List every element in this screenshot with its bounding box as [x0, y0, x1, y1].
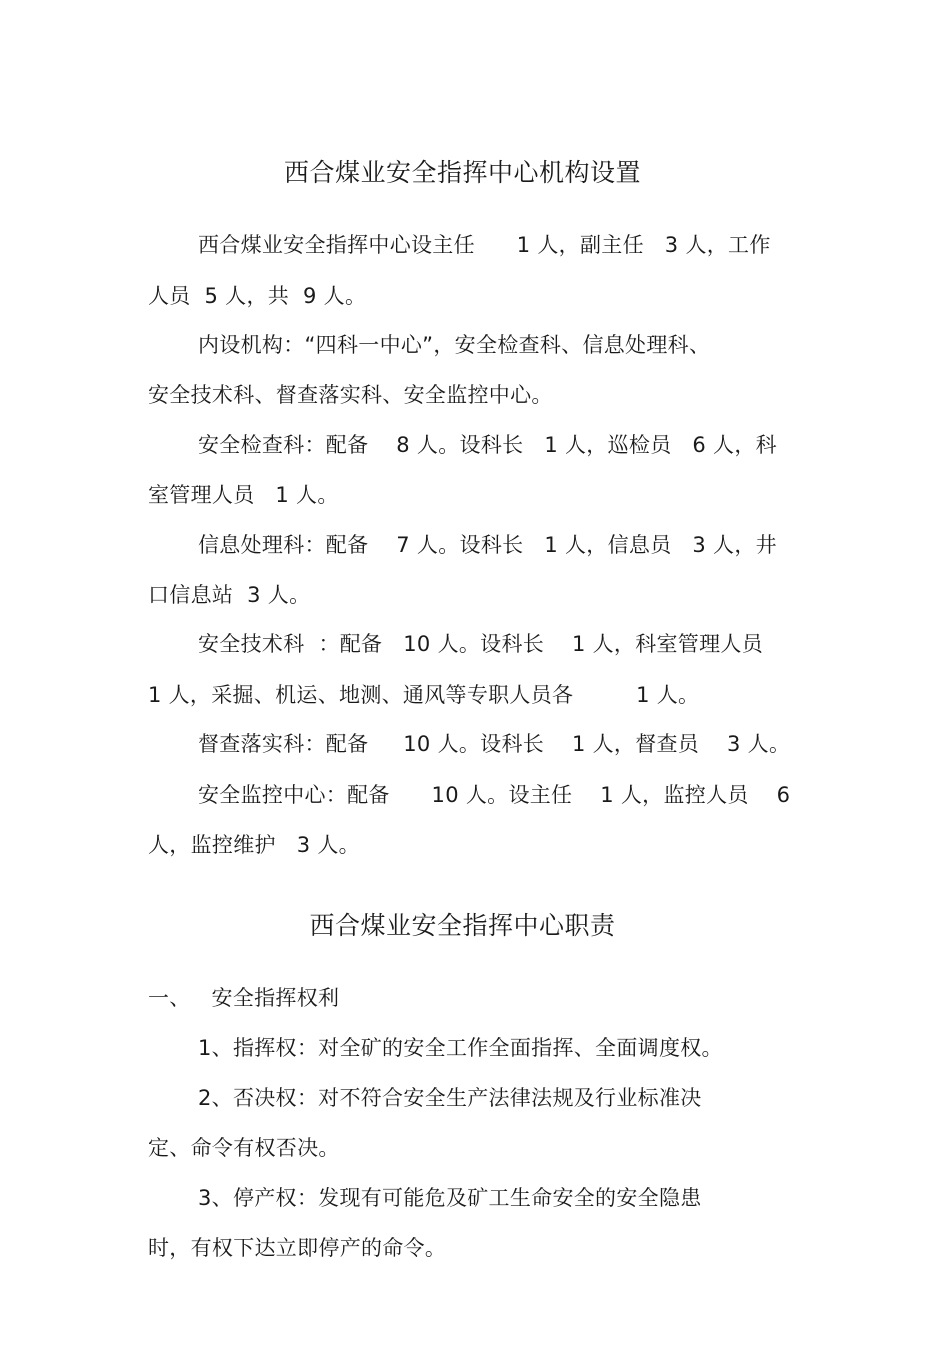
section-heading-command-rights: 一、 安全指挥权利 [148, 986, 340, 1010]
paragraph-tech-line1: 安全技术科 ：配备 10 人。设科长 1 人，科室管理人员 [198, 632, 764, 656]
item-command-right: 1、指挥权：对全矿的安全工作全面指挥、全面调度权。 [198, 1036, 723, 1060]
item-stop-production-line2: 时，有权下达立即停产的命令。 [148, 1236, 447, 1260]
paragraph-supervision: 督查落实科：配备 10 人。设科长 1 人，督查员 3 人。 [198, 732, 791, 756]
paragraph-structure-line2: 安全技术科、督查落实科、安全监控中心。 [148, 383, 553, 407]
title-responsibilities: 西合煤业安全指挥中心职责 [309, 911, 616, 940]
item-veto-right-line1: 2、否决权：对不符合安全生产法律法规及行业标准决 [198, 1086, 702, 1110]
paragraph-tech-line2: 1 人，采掘、机运、地测、通风等专职人员各 1 人。 [148, 683, 700, 707]
paragraph-structure-line1: 内设机构：“四科一中心”，安全检查科、信息处理科、 [198, 333, 711, 357]
paragraph-monitor-line1: 安全监控中心：配备 10 人。设主任 1 人，监控人员 6 [198, 783, 791, 807]
paragraph-inspection-line2: 室管理人员 1 人。 [148, 483, 339, 507]
paragraph-inspection-line1: 安全检查科：配备 8 人。设科长 1 人，巡检员 6 人，科 [198, 433, 777, 457]
paragraph-monitor-line2: 人，监控维护 3 人。 [148, 833, 360, 857]
paragraph-overview-line1: 西合煤业安全指挥中心设主任 1 人，副主任 3 人，工作 [198, 233, 771, 257]
paragraph-info-line1: 信息处理科：配备 7 人。设科长 1 人，信息员 3 人，井 [198, 533, 777, 557]
paragraph-info-line2: 口信息站 3 人。 [148, 583, 311, 607]
title-organization: 西合煤业安全指挥中心机构设置 [283, 158, 641, 187]
item-veto-right-line2: 定、命令有权否决。 [148, 1136, 340, 1160]
paragraph-overview-line2: 人员 5 人，共 9 人。 [148, 284, 367, 308]
item-stop-production-line1: 3、停产权：发现有可能危及矿工生命安全的安全隐患 [198, 1186, 702, 1210]
